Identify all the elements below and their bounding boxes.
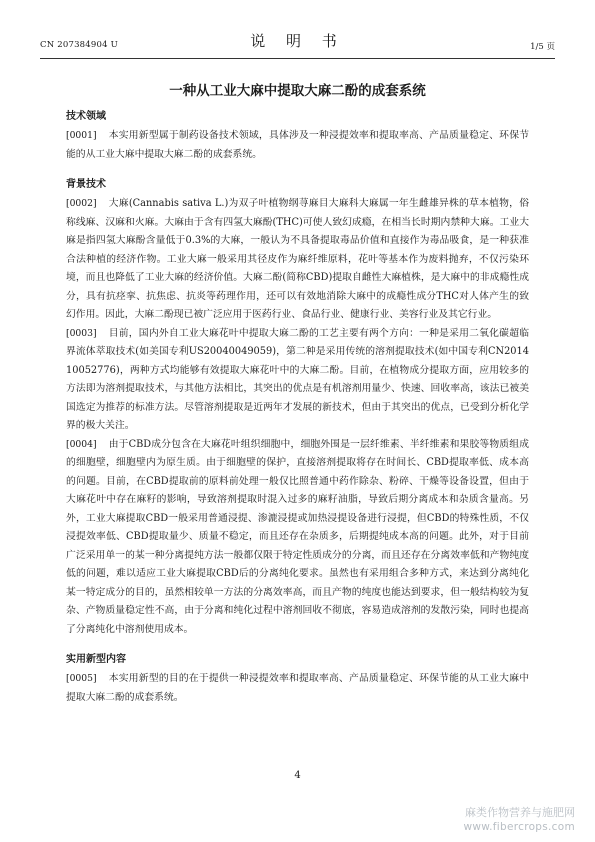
paragraph-number: [0005] [66,673,97,684]
document-body [66,106,529,707]
paragraph-0003 [66,325,529,436]
paragraph-text: 由于CBD成分包含在大麻花叶组织细胞中，细胞外围是一层纤维素、半纤维素和果胶等物质组成的细胞壁，细胞壁内为原生质。由于细胞壁的保护，直接溶剂提取将存在时间长、CBD提取率低、成本高的问题。目前，在CBD提取前的原料前处理一般仅比照普通中药作除杂、粉碎、干燥等设备设置，但由于大麻花叶中存在麻籽的影响，导致溶剂提取时混入过多的麻籽油脂，导致后期分离成本和杂质含量高。另外，工业大麻提取CBD一般采用普通浸提、渗漉浸提或加热浸提设备进行浸提，但CBD的特殊性质，不仅浸提效率低、CBD提取量少、质量不稳定，而且还存在杂质多，后期提纯成本高的问题。此外，对于目前广泛采用单一的某一种分离提纯方法一般都仅限于特定性质成分的分离，而且还存在分离效率低和产物纯度低的问题，难以适应工业大麻提取CBD后的分离纯化要求。虽然也有采用组合多种方式，来达到分离纯化某一特定成分的目的，虽然相较单一方法的分离效率高，而且产物的纯度也能达到要求，但一般结构较为复杂、产物质量稳定性不高，由于分离和纯化过程中溶剂回收不彻底，容易造成溶剂的发散污染，同时也提高了分离纯化中溶剂使用成本。 [66,438,529,635]
paragraph-number: [0001] [66,130,97,141]
paragraph-text: 大麻(Cannabis sativa L.)为双子叶植物纲荨麻目大麻科大麻属一年生雌雄异株的草本植物，俗称线麻、汉麻和火麻。大麻由于含有四氢大麻酚(THC)可使人致幻成瘾，在相当长时期内禁种大麻。工业大麻是指四氢大麻酚含量低于0.3%的大麻，一般认为不具备提取毒品价值和直接作为毒品吸食，是一种获准合法种植的经济作物。工业大麻一般采用其径皮作为麻纤维原料，花叶等基本作为废料抛弃，不仅污染环境，而且也降低了工业大麻的经济价值。大麻二酚(简称CBD)提取自雌性大麻植株，是大麻中的非成瘾性成分，具有抗痉挛、抗焦虑、抗炎等药理作用，还可以有效地消除大麻中的成瘾性成分THC对人体产生的致幻作用。因此，大麻二酚现已被广泛应用于医药行业、食品行业、健康行业、美容行业及其它行业。 [66,198,529,320]
section-gap [66,639,529,649]
paragraph-0005 [66,670,529,707]
document-title: 一种从工业大麻中提取大麻二酚的成套系统 [169,83,426,99]
page-number: 4 [294,770,301,781]
paragraph-number: [0003] [66,327,97,339]
document-type: 说 明 书 [250,32,345,50]
paragraph-0001 [66,127,529,164]
paragraph-number: [0004] [66,438,97,450]
header-rule [40,58,555,59]
watermark-site-name: 麻类作物营养与施肥网 [465,806,575,819]
patent-number: CN 207384904 U [40,40,118,50]
paragraph-text: 目前，国内外自工业大麻花叶中提取大麻二酚的工艺主要有两个方向：一种是采用二氧化碳超临界流体萃取技术(如美国专利US20040049059)，第二种是采用传统的溶剂提取技术(如中国专利CN201410052776)，两种方式均能够有效提取大麻花叶中的大麻二酚。目前，在植物成分提取方面，应用较多的方法即为溶剂提取技术，与其他方法相比，其突出的优点是有机溶剂用量少、快速、回收率高，该法已被美国选定为推荐的标准方法。尽管溶剂提取是近两年才发展的新技术，但由于其突出的优点，已受到分析化学界的极大关注。 [66,327,529,431]
paragraph-number: [0002] [66,198,97,209]
paragraph-text: 本实用新型属于制药设备技术领域，具体涉及一种浸提效率和提取率高、产品质量稳定、环保节能的从工业大麻中提取大麻二酚的成套系统。 [66,130,529,160]
watermark [463,806,575,834]
section-heading-background: 背景技术 [66,179,106,190]
watermark-url: www.fibercrops.com [463,821,575,833]
paragraph-0002 [66,195,529,325]
paragraph-text: 本实用新型的目的在于提供一种浸提效率和提取率高、产品质量稳定、环保节能的从工业大麻中提取大麻二酚的成套系统。 [66,673,529,703]
page-header [40,30,555,58]
page-indicator: 1/5 页 [530,42,555,52]
paragraph-0004 [66,436,529,640]
section-heading-tech-field: 技术领域 [66,111,106,122]
section-heading-content: 实用新型内容 [66,654,126,665]
section-gap [66,164,529,174]
